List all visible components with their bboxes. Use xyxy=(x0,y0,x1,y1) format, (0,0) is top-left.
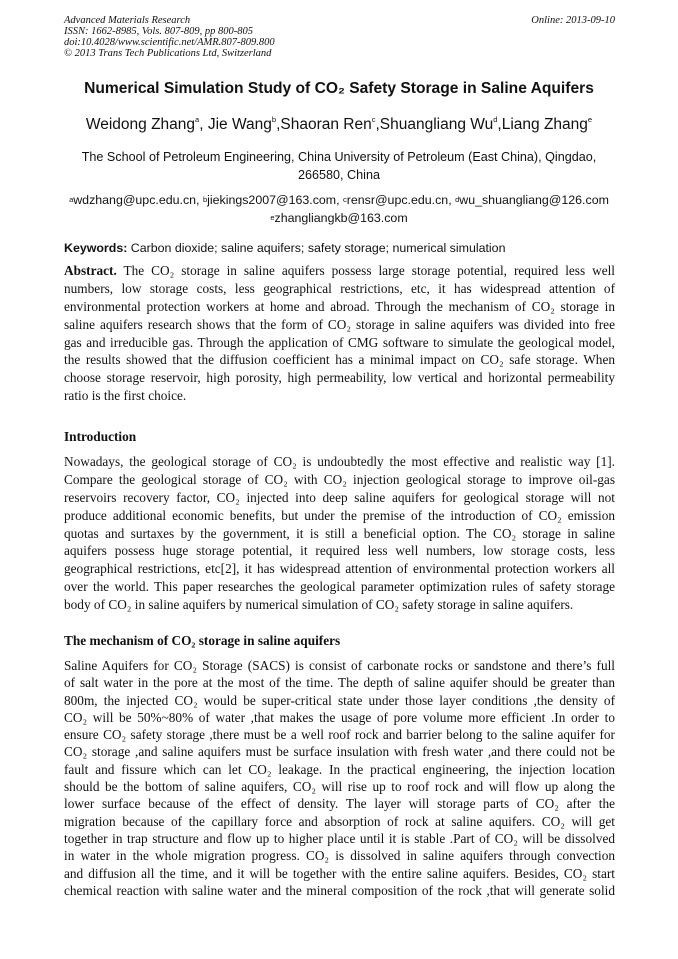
text-line xyxy=(64,507,615,525)
text-line xyxy=(64,743,615,760)
keywords xyxy=(64,241,505,255)
keywords-text: Carbon dioxide; saline aquifers; safety storage; numerical simulation xyxy=(127,241,506,255)
line-text: quotas and surtaxes by the government, it is still a beneficial option. The CO₂ storage in saline xyxy=(64,525,615,541)
author-name: Shaoran Ren xyxy=(280,116,372,133)
email-address: rensr@upc.edu.cn xyxy=(346,193,449,207)
line-text: of salt water in the pore at the most of the time. The depth of saline aquifer should be greater than xyxy=(64,675,615,691)
line-text: in water in the whole migration progress. CO₂ is dissolved in saline aquifers through convection xyxy=(64,848,615,864)
line-text: CO₂ storage ,and saline aquifers must be surface insulation with fresh water ,and there could not be xyxy=(64,744,615,760)
journal-info xyxy=(64,15,275,59)
doi: doi:10.4028/www.scientific.net/AMR.807-809.800 xyxy=(64,37,275,48)
line-text: chemical reaction with saline water and the mineral composition of the rock ,that will generate solid xyxy=(64,882,615,898)
email-line xyxy=(40,192,638,210)
email-address: jiekings2007@163.com xyxy=(207,193,337,207)
author-affiliation-mark: c xyxy=(371,115,376,124)
author-name: Shuangliang Wu xyxy=(379,116,494,133)
line-text: the results showed that the diffusion coefficient has a minimal impact on CO₂ safe storage. When xyxy=(64,352,615,368)
affiliation-line: The School of Petroleum Engineering, China University of Petroleum (East China), Qingdao, xyxy=(81,150,597,164)
text-line xyxy=(64,847,615,864)
text-line xyxy=(64,369,615,387)
abstract xyxy=(64,262,615,405)
journal-name: Advanced Materials Research xyxy=(64,15,191,26)
text-line xyxy=(64,778,615,795)
line-text: together in trap structure and flow up to higher place until it is stable .Part of CO₂ will be dissolved xyxy=(64,830,615,846)
mechanism-paragraph xyxy=(64,657,615,899)
online-date: Online: 2013-09-10 xyxy=(531,15,615,26)
email-address: wu_shuangliang@126.com xyxy=(459,193,609,207)
email-address: wdzhang@upc.edu.cn xyxy=(73,193,197,207)
text-line xyxy=(64,453,615,471)
line-text: numbers, low storage costs, less geographical restrictions, etc, it has widespread attention of xyxy=(64,280,615,296)
author-name: Liang Zhang xyxy=(501,116,588,133)
text-line xyxy=(64,560,615,578)
text-line xyxy=(64,471,615,489)
author-list xyxy=(40,116,638,134)
text-line xyxy=(64,761,615,778)
introduction-paragraph xyxy=(64,453,615,614)
line-text: The CO₂ storage in saline aquifers possess large storage potential, required less well xyxy=(116,263,615,278)
email-mark: d xyxy=(455,195,460,204)
line-text: CO₂ will be 50%~80% of water ,that makes the usage of pore volume more efficient .In order to xyxy=(64,709,615,725)
text-line xyxy=(64,657,615,674)
line-text: over the world. This paper researches the geological parameter optimization rules of safety storage xyxy=(64,579,615,595)
email-mark: c xyxy=(343,195,347,204)
line-text: saline aquifers research shows that the form of CO₂ storage in saline aquifers was divided into free xyxy=(64,316,615,332)
email-line xyxy=(40,210,638,228)
text-line xyxy=(64,830,615,847)
line-text: choose storage reservoir, high porosity, high permeability, low vertical and horizontal permeability xyxy=(64,370,615,386)
text-line xyxy=(64,882,615,899)
email-mark: a xyxy=(69,195,74,204)
line-text: Nowadays, the geological storage of CO₂ is undoubtedly the most effective and realistic way [1]. xyxy=(64,454,615,469)
section-heading-introduction: Introduction xyxy=(64,429,137,444)
line-text: environmental protection workers at home and abroad. Through the mechanism of CO₂ storage in xyxy=(64,298,615,314)
author-affiliation-mark: a xyxy=(195,115,200,124)
section-heading-mechanism: The mechanism of CO₂ storage in saline aquifers xyxy=(64,633,341,648)
author-name: Weidong Zhang xyxy=(85,116,196,133)
line-text: 800m, the injected CO₂ would be super-critical state under those layer conditions ,the density of xyxy=(64,692,615,708)
issn: ISSN: 1662-8985, Vols. 807-809, pp 800-805 xyxy=(64,26,253,37)
text-line xyxy=(64,692,615,709)
line-text: lower surface because of the effect of density. The layer will storage parts of CO₂ after the xyxy=(64,796,615,812)
line-text: aquifers possess huge storage potential, it required less well numbers, low storage costs, less xyxy=(64,543,615,559)
keywords-label: Keywords: xyxy=(64,241,128,255)
email-address: zhangliangkb@163.com xyxy=(274,210,408,225)
line-text: Compare the geological storage of CO₂ with CO₂ injection geological storage to improve oil-gas xyxy=(64,471,615,487)
text-line xyxy=(64,351,615,369)
text-line xyxy=(64,674,615,691)
text-line xyxy=(64,596,615,614)
line-text: body of CO₂ in saline aquifers by numerical simulation of CO₂ safety storage in saline aquifers. xyxy=(64,597,574,613)
author-affiliation-mark: b xyxy=(271,115,277,124)
abstract-label: Abstract. xyxy=(64,263,117,278)
author-affiliation-mark: d xyxy=(493,115,498,124)
text-line xyxy=(64,387,615,405)
affiliation-line: 266580, China xyxy=(298,167,380,182)
email-list xyxy=(40,192,638,227)
paper-title: Numerical Simulation Study of CO₂ Safety Storage in Saline Aquifers xyxy=(84,80,594,97)
text-line xyxy=(64,726,615,743)
email-mark: e xyxy=(270,212,275,222)
email-separator: , xyxy=(336,193,343,207)
line-text: ratio is the first choice. xyxy=(64,388,187,404)
text-line xyxy=(64,542,615,560)
line-text: fault and fissure which can let CO₂ leakage. In the practical engineering, the injection location xyxy=(64,761,615,777)
email-separator: , xyxy=(448,193,456,207)
text-line xyxy=(64,280,615,298)
author-separator: , xyxy=(375,116,380,133)
text-line xyxy=(64,298,615,316)
text-line xyxy=(64,525,615,543)
text-line xyxy=(64,489,615,507)
line-text: ensure CO₂ safety storage ,there must be a well roof rock and barrier belong to the saline aquifer for xyxy=(64,727,615,743)
author-affiliation-mark: e xyxy=(587,115,593,124)
copyright: © 2013 Trans Tech Publications Ltd, Switzerland xyxy=(64,48,272,59)
text-line xyxy=(64,865,615,882)
line-text: Saline Aquifers for CO₂ Storage (SACS) is consist of carbonate rocks or sandstone and there’s full xyxy=(64,658,615,673)
author-separator: , xyxy=(497,116,502,133)
line-text: produce additional economic benefits, but under the premise of the introduction of CO₂ emission xyxy=(64,507,615,523)
line-text: migration because of the capillary force and absorption of rock at saline aquifers. CO₂ will get xyxy=(64,813,615,829)
text-line xyxy=(64,709,615,726)
text-line xyxy=(64,813,615,830)
email-mark: b xyxy=(202,195,208,204)
line-text: geographical restrictions, etc[2], it has widespread attention of environmental protection workers all xyxy=(64,561,615,577)
line-text: gas and irreducible gas. Through the application of CMG software to simulate the geological model, xyxy=(64,334,615,350)
author-separator: , xyxy=(276,116,281,133)
line-text: and diffusion all the time, and it will be together with the entire saline aquifers. Besides, CO₂ start xyxy=(64,865,615,881)
affiliation xyxy=(40,149,638,184)
email-separator: , xyxy=(196,193,203,207)
author-separator: , xyxy=(199,116,208,133)
text-line xyxy=(64,316,615,334)
line-text: reservoirs recovery factor, CO₂ injected into deep saline aquifers for geological storage will not xyxy=(64,489,615,505)
text-line xyxy=(64,795,615,812)
text-line xyxy=(64,262,615,280)
text-line xyxy=(64,578,615,596)
line-text: should be the bottom of saline aquifers, CO₂ will rise up to roof rock and will flow up along the xyxy=(64,779,615,795)
author-name: Jie Wang xyxy=(207,116,272,133)
text-line xyxy=(64,334,615,352)
